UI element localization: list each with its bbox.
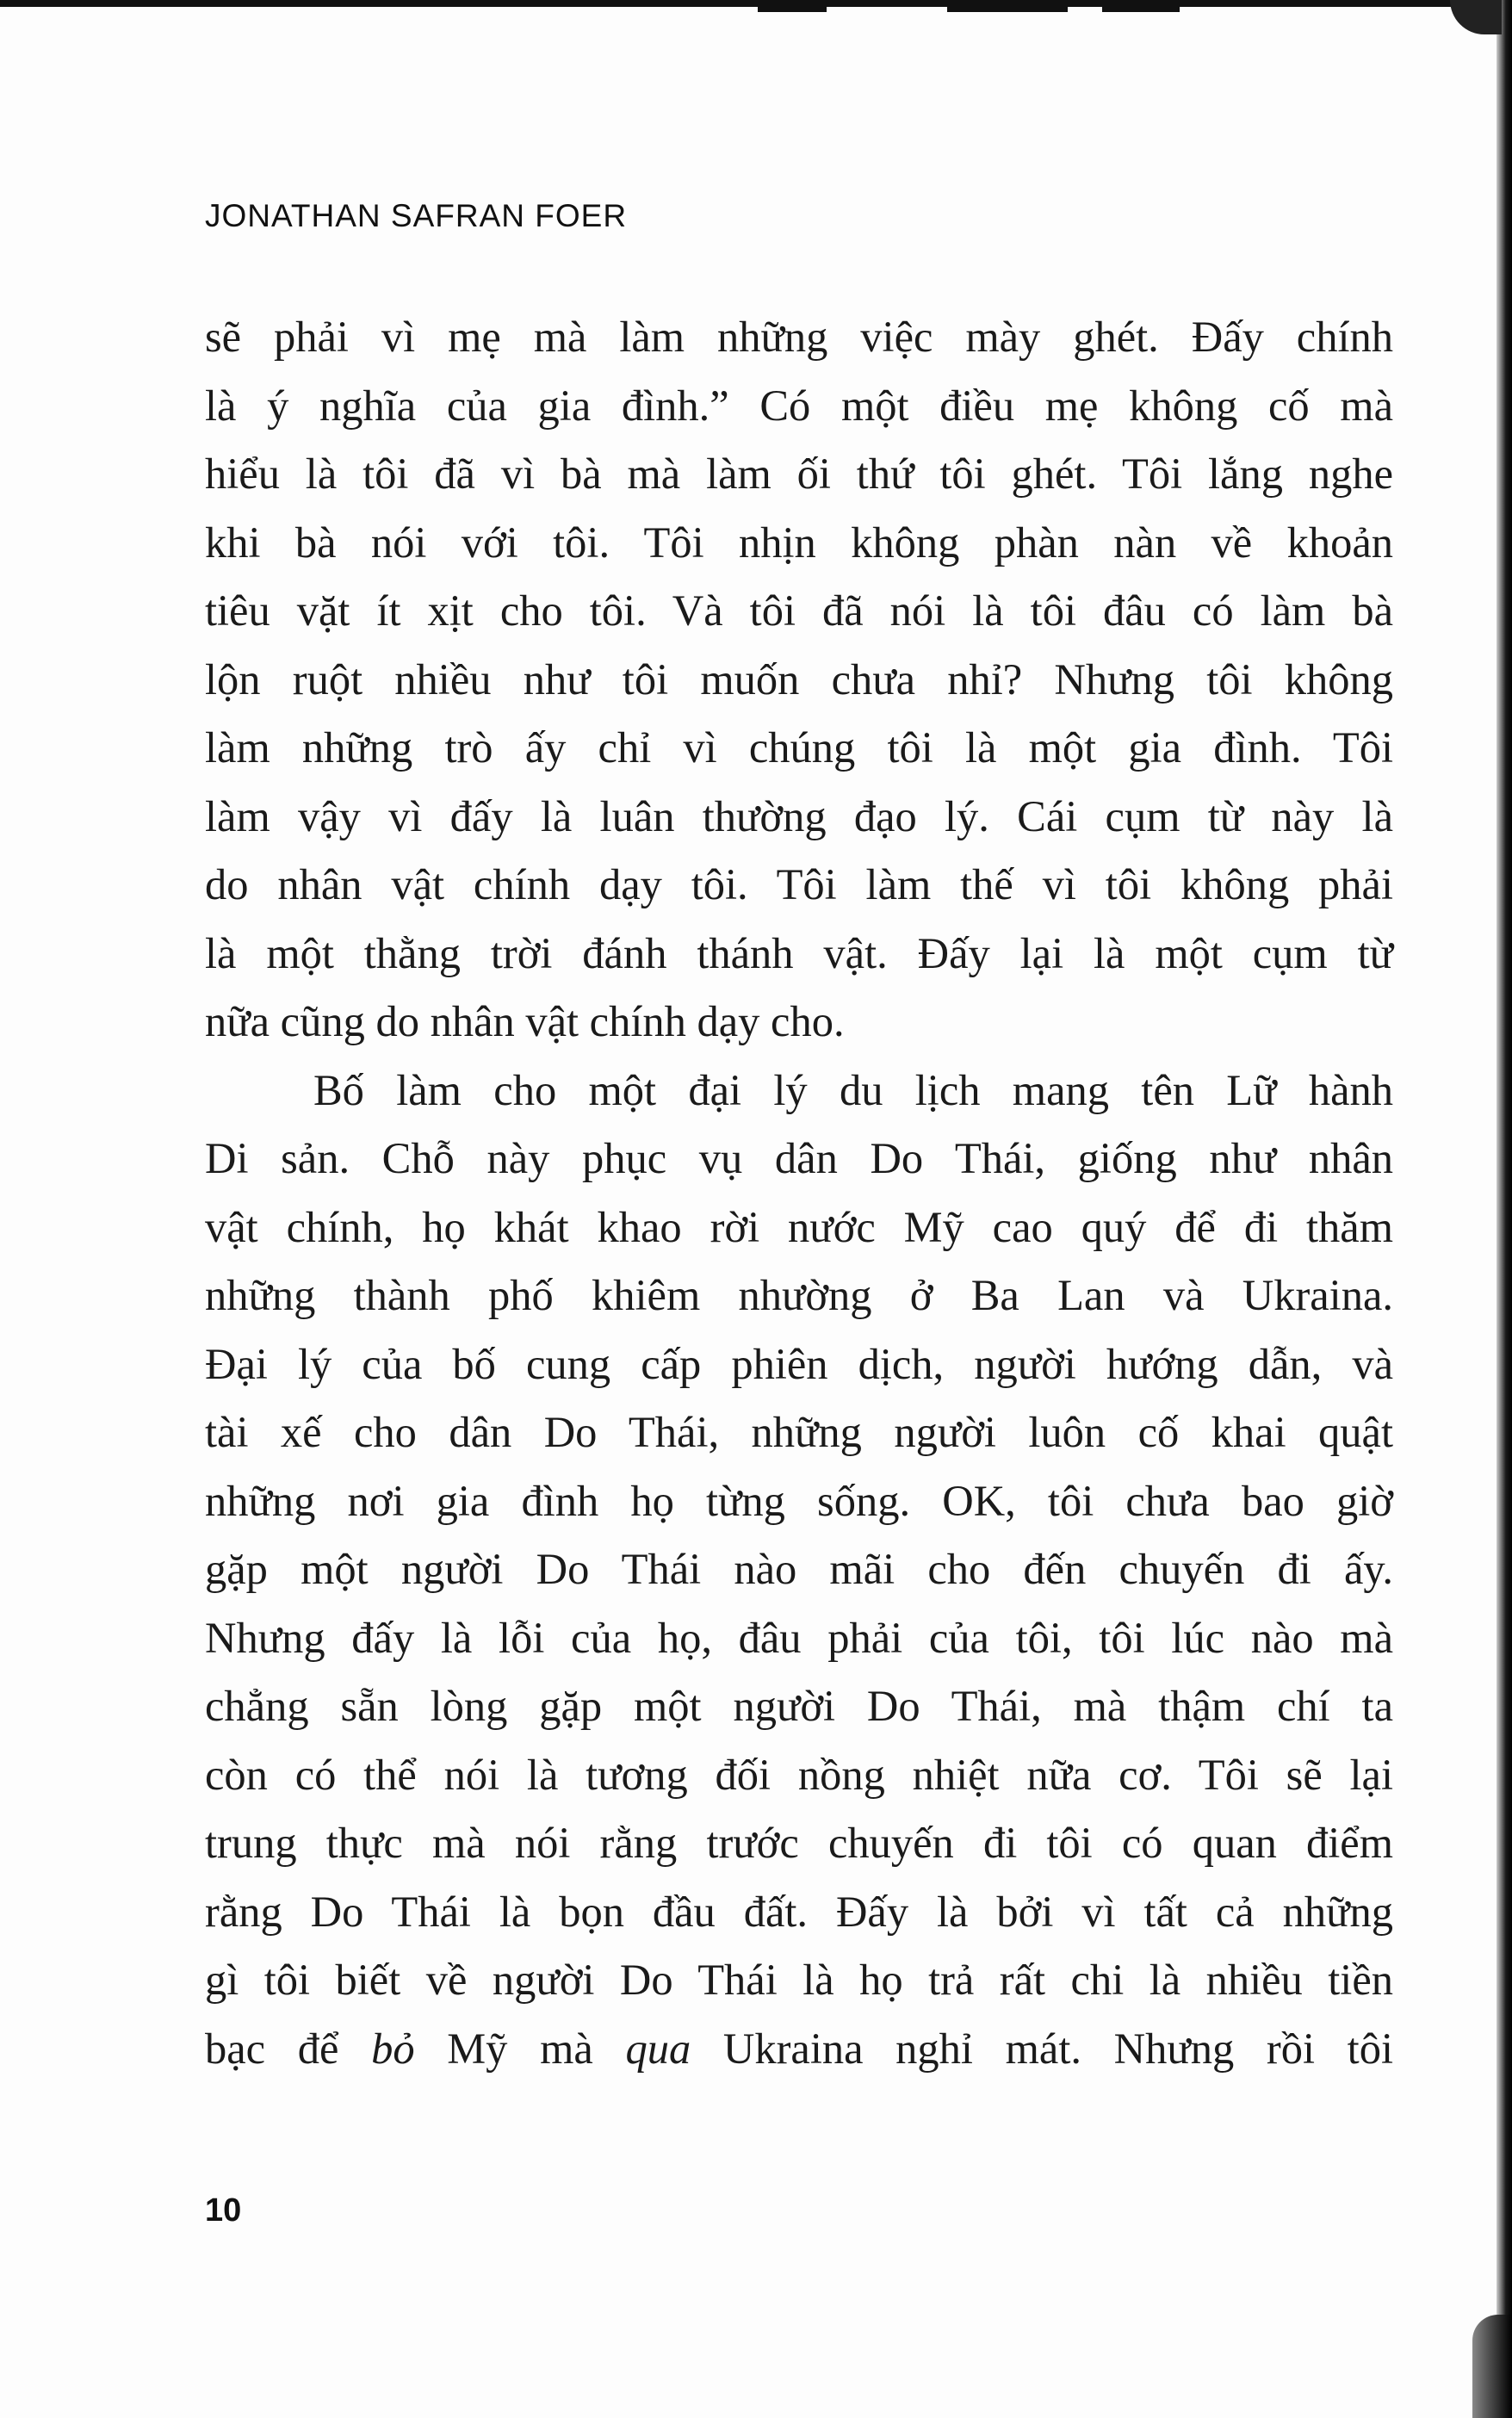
- text-line: làm vậy vì đấy là luân thường đạo lý. Cái cụm từ này là: [205, 791, 1393, 840]
- text-line: sẽ phải vì mẹ mà làm những việc mày ghét. Đấy chính: [205, 313, 1393, 361]
- page-top-edge: [0, 0, 1512, 7]
- text-line: Đại lý của bố cung cấp phiên dịch, người hướng dẫn, và: [205, 1339, 1393, 1388]
- text-line-final: [205, 2015, 1393, 2084]
- text-line: là một thằng trời đánh thánh vật. Đấy lại là một cụm từ: [205, 928, 1393, 977]
- text-line: là ý nghĩa của gia đình.” Có một điều mẹ không cố mà: [205, 381, 1393, 430]
- text-line: tiêu vặt ít xịt cho tôi. Và tôi đã nói là tôi đâu có làm bà: [205, 586, 1393, 635]
- page-corner-curl: [1450, 0, 1502, 34]
- text-line: chẳng sẵn lòng gặp một người Do Thái, mà thậm chí ta: [205, 1682, 1393, 1730]
- page-top-edge-mark: [947, 0, 1068, 12]
- text-line: Di sản. Chỗ này phục vụ dân Do Thái, giống như nhân: [205, 1134, 1393, 1182]
- text-line: làm những trò ấy chỉ vì chúng tôi là một gia đình. Tôi: [205, 723, 1393, 772]
- text-line: do nhân vật chính dạy tôi. Tôi làm thế vì tôi không phải: [205, 860, 1393, 908]
- text-line: tài xế cho dân Do Thái, những người luôn cố khai quật: [205, 1408, 1393, 1456]
- text-line: những nơi gia đình họ từng sống. OK, tôi chưa bao giờ: [205, 1476, 1393, 1525]
- page-number: 10: [205, 2192, 242, 2229]
- text-line: những thành phố khiêm nhường ở Ba Lan và Ukraina.: [205, 1271, 1393, 1319]
- paragraph-1: [205, 303, 1393, 1057]
- page-right-edge: [1497, 0, 1512, 2418]
- running-head: JONATHAN SAFRAN FOER: [205, 198, 628, 233]
- text-run: bạc để: [205, 2024, 372, 2073]
- page-top-edge-mark: [1102, 0, 1180, 12]
- text-run: Ukraina nghỉ mát. Nhưng rồi tôi: [691, 2024, 1393, 2073]
- text-line: trung thực mà nói rằng trước chuyến đi tôi có quan điểm: [205, 1819, 1393, 1867]
- text-line: còn có thể nói là tương đối nồng nhiệt nữa cơ. Tôi sẽ lại: [205, 1750, 1393, 1799]
- text-line: rằng Do Thái là bọn đầu đất. Đấy là bởi vì tất cả những: [205, 1887, 1393, 1936]
- body-text: [205, 303, 1393, 2083]
- text-line: lộn ruột nhiều như tôi muốn chưa nhỉ? Nhưng tôi không: [205, 654, 1393, 704]
- text-line: khi bà nói với tôi. Tôi nhịn không phàn nàn về khoản: [205, 518, 1393, 567]
- italic-word: bỏ: [371, 2024, 415, 2073]
- page-top-edge-mark: [758, 0, 827, 12]
- paragraph-2: [205, 1057, 1393, 2084]
- text-line: hiểu là tôi đã vì bà mà làm ối thứ tôi ghét. Tôi lắng nghe: [205, 450, 1393, 498]
- text-line: gặp một người Do Thái nào mãi cho đến chuyến đi ấy.: [205, 1545, 1393, 1593]
- text-line: Nhưng đấy là lỗi của họ, đâu phải của tôi, tôi lúc nào mà: [205, 1613, 1393, 1662]
- text-line: nữa cũng do nhân vật chính dạy cho.: [205, 997, 845, 1045]
- text-run: Mỹ mà: [414, 2024, 626, 2073]
- page-bottom-corner: [1472, 2315, 1512, 2418]
- text-line: vật chính, họ khát khao rời nước Mỹ cao quý để đi thăm: [205, 1202, 1393, 1251]
- text-line: Bố làm cho một đại lý du lịch mang tên Lữ hành: [313, 1065, 1393, 1114]
- italic-word: qua: [625, 2024, 691, 2073]
- text-line: gì tôi biết về người Do Thái là họ trả rất chi là nhiều tiền: [205, 1956, 1393, 2004]
